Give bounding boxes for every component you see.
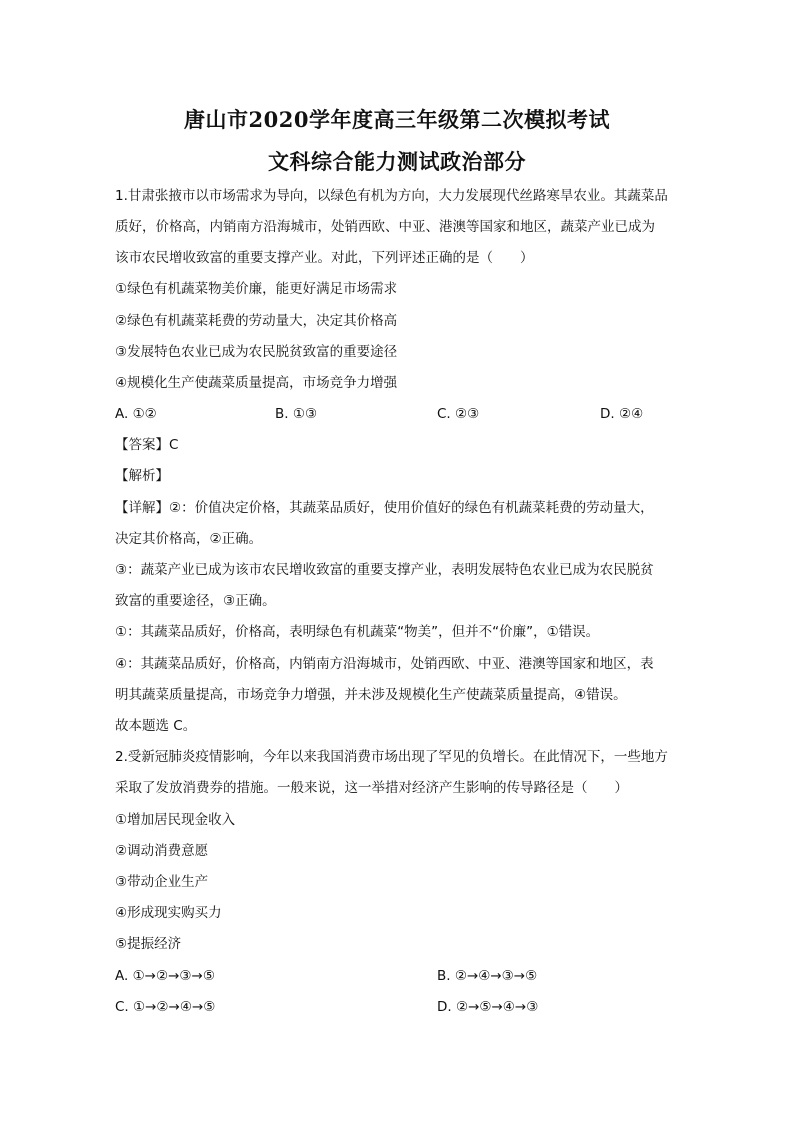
q2-item: ④形成现实购买力 bbox=[115, 905, 222, 921]
q1-option-b: B. ①③ bbox=[275, 406, 318, 422]
q1-detail-line: 致富的重要途径，③正确。 bbox=[115, 593, 276, 609]
q1-stem-line: 1.甘肃张掖市以市场需求为导向，以绿色有机为方向，大力发展现代丝路寒旱农业。其蔬菜品 bbox=[115, 188, 668, 204]
q1-item: ①绿色有机蔬菜物美价廉，能更好满足市场需求 bbox=[115, 281, 398, 297]
q1-detail-line: ④：其蔬菜品质好，价格高，内销南方沿海城市，处销西欧、中亚、港澳等国家和地区，表 bbox=[115, 656, 654, 672]
q1-item: ②绿色有机蔬菜耗费的劳动量大，决定其价格高 bbox=[115, 313, 398, 329]
q1-detail-line: ①：其蔬菜品质好，价格高，表明绿色有机蔬菜“物美”，但并不“价廉”，①错误。 bbox=[115, 624, 600, 640]
q1-item: ④规模化生产使蔬菜质量提高，市场竞争力增强 bbox=[115, 375, 398, 391]
q2-item: ②调动消费意愿 bbox=[115, 843, 209, 859]
answer-label: 【答案】 bbox=[115, 437, 169, 453]
q2-stem-line: 2.受新冠肺炎疫情影响，今年以来我国消费市场出现了罕见的负增长。在此情况下，一些地方 bbox=[115, 749, 668, 765]
q2-item: ①增加居民现金收入 bbox=[115, 812, 236, 828]
q1-stem-line: 该市农民增收致富的重要支撑产业。对此，下列评述正确的是（ ） bbox=[115, 250, 534, 266]
q1-option-d: D. ②④ bbox=[600, 406, 644, 422]
q2-option-a: A. ①→②→③→⑤ bbox=[115, 968, 215, 984]
q1-answer bbox=[115, 435, 685, 455]
q2-option-b: B. ②→④→③→⑤ bbox=[437, 968, 538, 984]
q2-item: ⑤提振经济 bbox=[115, 936, 182, 952]
answer-value: C bbox=[169, 437, 179, 453]
q2-option-d: D. ②→⑤→④→③ bbox=[437, 999, 539, 1015]
q1-detail-line: 明其蔬菜质量提高，市场竞争力增强，并未涉及规模化生产使蔬菜质量提高，④错误。 bbox=[115, 687, 627, 703]
q2-stem-line: 采取了发放消费券的措施。一般来说，这一举措对经济产生影响的传导路径是（ ） bbox=[115, 780, 628, 796]
q1-detail-line: 【详解】②：价值决定价格，其蔬菜品质好，使用价值好的绿色有机蔬菜耗费的劳动量大， bbox=[115, 500, 654, 516]
q1-item: ③发展特色农业已成为农民脱贫致富的重要途径 bbox=[115, 344, 398, 360]
q2-option-c: C. ①→②→④→⑤ bbox=[115, 999, 216, 1015]
q1-detail-line: 故本题选 C。 bbox=[115, 718, 197, 734]
q1-option-c: C. ②③ bbox=[437, 406, 480, 422]
q1-detail-line: 决定其价格高，②正确。 bbox=[115, 531, 263, 547]
q2-item: ③带动企业生产 bbox=[115, 874, 209, 890]
q1-stem-line: 质好，价格高，内销南方沿海城市，处销西欧、中亚、港澳等国家和地区，蔬菜产业已成为 bbox=[115, 219, 655, 235]
q1-detail-line: ③：蔬菜产业已成为该市农民增收致富的重要支撑产业，表明发展特色农业已成为农民脱贫 bbox=[115, 562, 654, 578]
exam-subtitle: 文科综合能力测试政治部分 bbox=[268, 149, 526, 174]
exam-title: 唐山市2020学年度高三年级第二次模拟考试 bbox=[184, 107, 610, 132]
q1-option-a: A. ①② bbox=[115, 406, 157, 422]
q1-analysis-label: 【解析】 bbox=[115, 468, 169, 484]
